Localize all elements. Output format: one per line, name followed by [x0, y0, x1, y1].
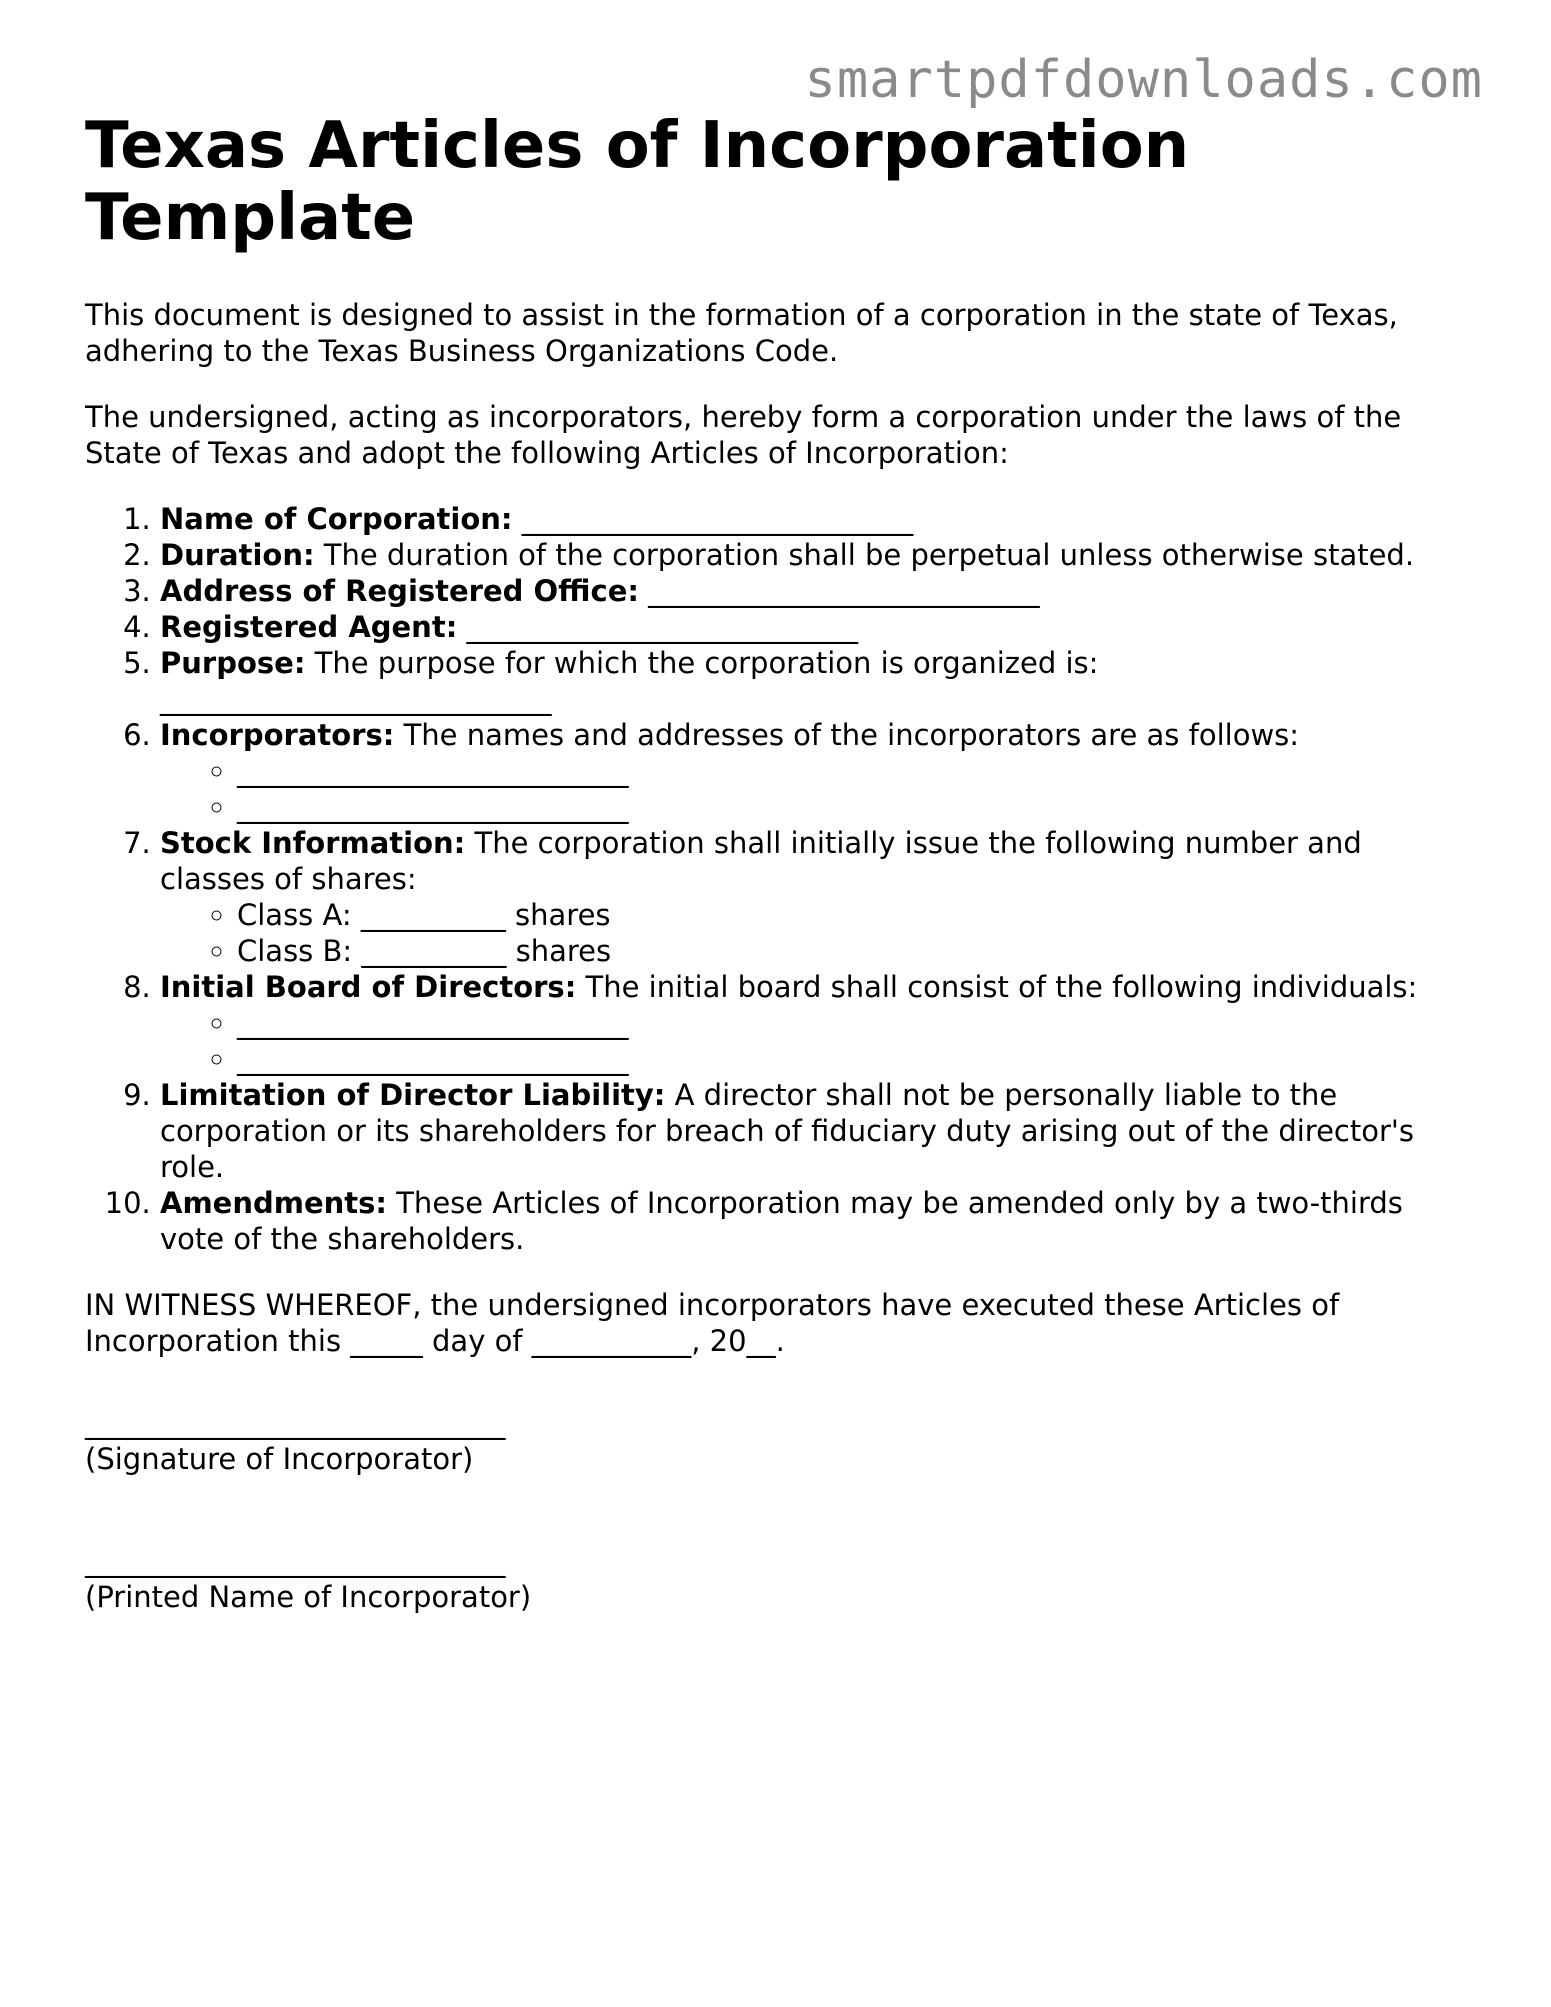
article-text: The duration of the corporation shall be perpetual unless otherwise stated. [314, 538, 1415, 572]
article-item [160, 645, 1465, 717]
signature-item [85, 1405, 1465, 1477]
article-label: Incorporators: [160, 718, 395, 752]
article-item [160, 1185, 1465, 1257]
document-title: Texas Articles of Incorporation Template [85, 109, 1190, 255]
article-text: A director shall not be personally liable to the corporation or its shareholders for breach of fiduciary duty arising out of the director's role. [160, 1078, 1414, 1184]
signature-block [85, 1405, 1465, 1615]
signature-line: _____________________________ [85, 1406, 506, 1440]
article-label: Name of Corporation: [160, 502, 513, 536]
articles-list [85, 501, 1465, 1257]
article-label: Duration: [160, 538, 315, 572]
watermark: smartpdfdownloads.com [804, 50, 1483, 110]
article-item [160, 717, 1465, 825]
article-item [160, 501, 1465, 537]
article-text: ___________________________ [457, 610, 859, 644]
article-item [160, 537, 1465, 573]
article-item [160, 825, 1465, 969]
article-label: Purpose: [160, 646, 306, 680]
article-text: These Articles of Incorporation may be amended only by a two-thirds vote of the shareholders. [160, 1186, 1403, 1256]
article-text: The purpose for which the corporation is organized is: [305, 646, 1099, 680]
article-label: Stock Information: [160, 826, 466, 860]
article-label: Address of Registered Office: [160, 574, 639, 608]
article-item [160, 573, 1465, 609]
sub-list-item: ◦ Class B: __________ shares [237, 933, 1465, 969]
sub-list-item: ◦ ___________________________ [237, 789, 1465, 825]
article-text: The initial board shall consist of the following individuals: [576, 970, 1418, 1004]
sub-list [160, 1005, 1465, 1077]
intro-paragraph: This document is designed to assist in the formation of a corporation in the state of Texas, adhering to the Texas Business Organizations Code. [85, 298, 1398, 368]
article-label: Registered Agent: [160, 610, 458, 644]
article-text: The names and addresses of the incorporators are as follows: [394, 718, 1300, 752]
printed-name-item [85, 1543, 1465, 1615]
sub-list [160, 897, 1465, 969]
printed-name-label: (Printed Name of Incorporator) [85, 1580, 532, 1614]
article-label: Amendments: [160, 1186, 387, 1220]
article-item [160, 1077, 1465, 1185]
sub-list-item: ◦ ___________________________ [237, 1041, 1465, 1077]
article-text: ___________________________ [638, 574, 1040, 608]
article-item [160, 609, 1465, 645]
document-page [85, 110, 1465, 1681]
preamble-paragraph: The undersigned, acting as incorporators, hereby form a corporation under the laws of the State of Texas and adopt the following Articles of Incorporation: [85, 400, 1402, 470]
sub-list-item: ◦ ___________________________ [237, 1005, 1465, 1041]
printed-name-line: _____________________________ [85, 1544, 506, 1578]
sub-list-item: ◦ ___________________________ [237, 753, 1465, 789]
signature-label: (Signature of Incorporator) [85, 1442, 474, 1476]
sub-list [160, 753, 1465, 825]
article-text: The corporation shall initially issue the following number and classes of shares: [160, 826, 1362, 896]
article-label: Initial Board of Directors: [160, 970, 577, 1004]
article-text: ___________________________ [512, 502, 914, 536]
fill-in-blank: ___________________________ [160, 682, 552, 716]
article-item [160, 969, 1465, 1077]
witness-paragraph: IN WITNESS WHEREOF, the undersigned incorporators have executed these Articles of Incorporation this _____ day of ___________, 20__. [85, 1288, 1340, 1358]
sub-list-item: ◦ Class A: __________ shares [237, 897, 1465, 933]
article-label: Limitation of Director Liability: [160, 1078, 666, 1112]
